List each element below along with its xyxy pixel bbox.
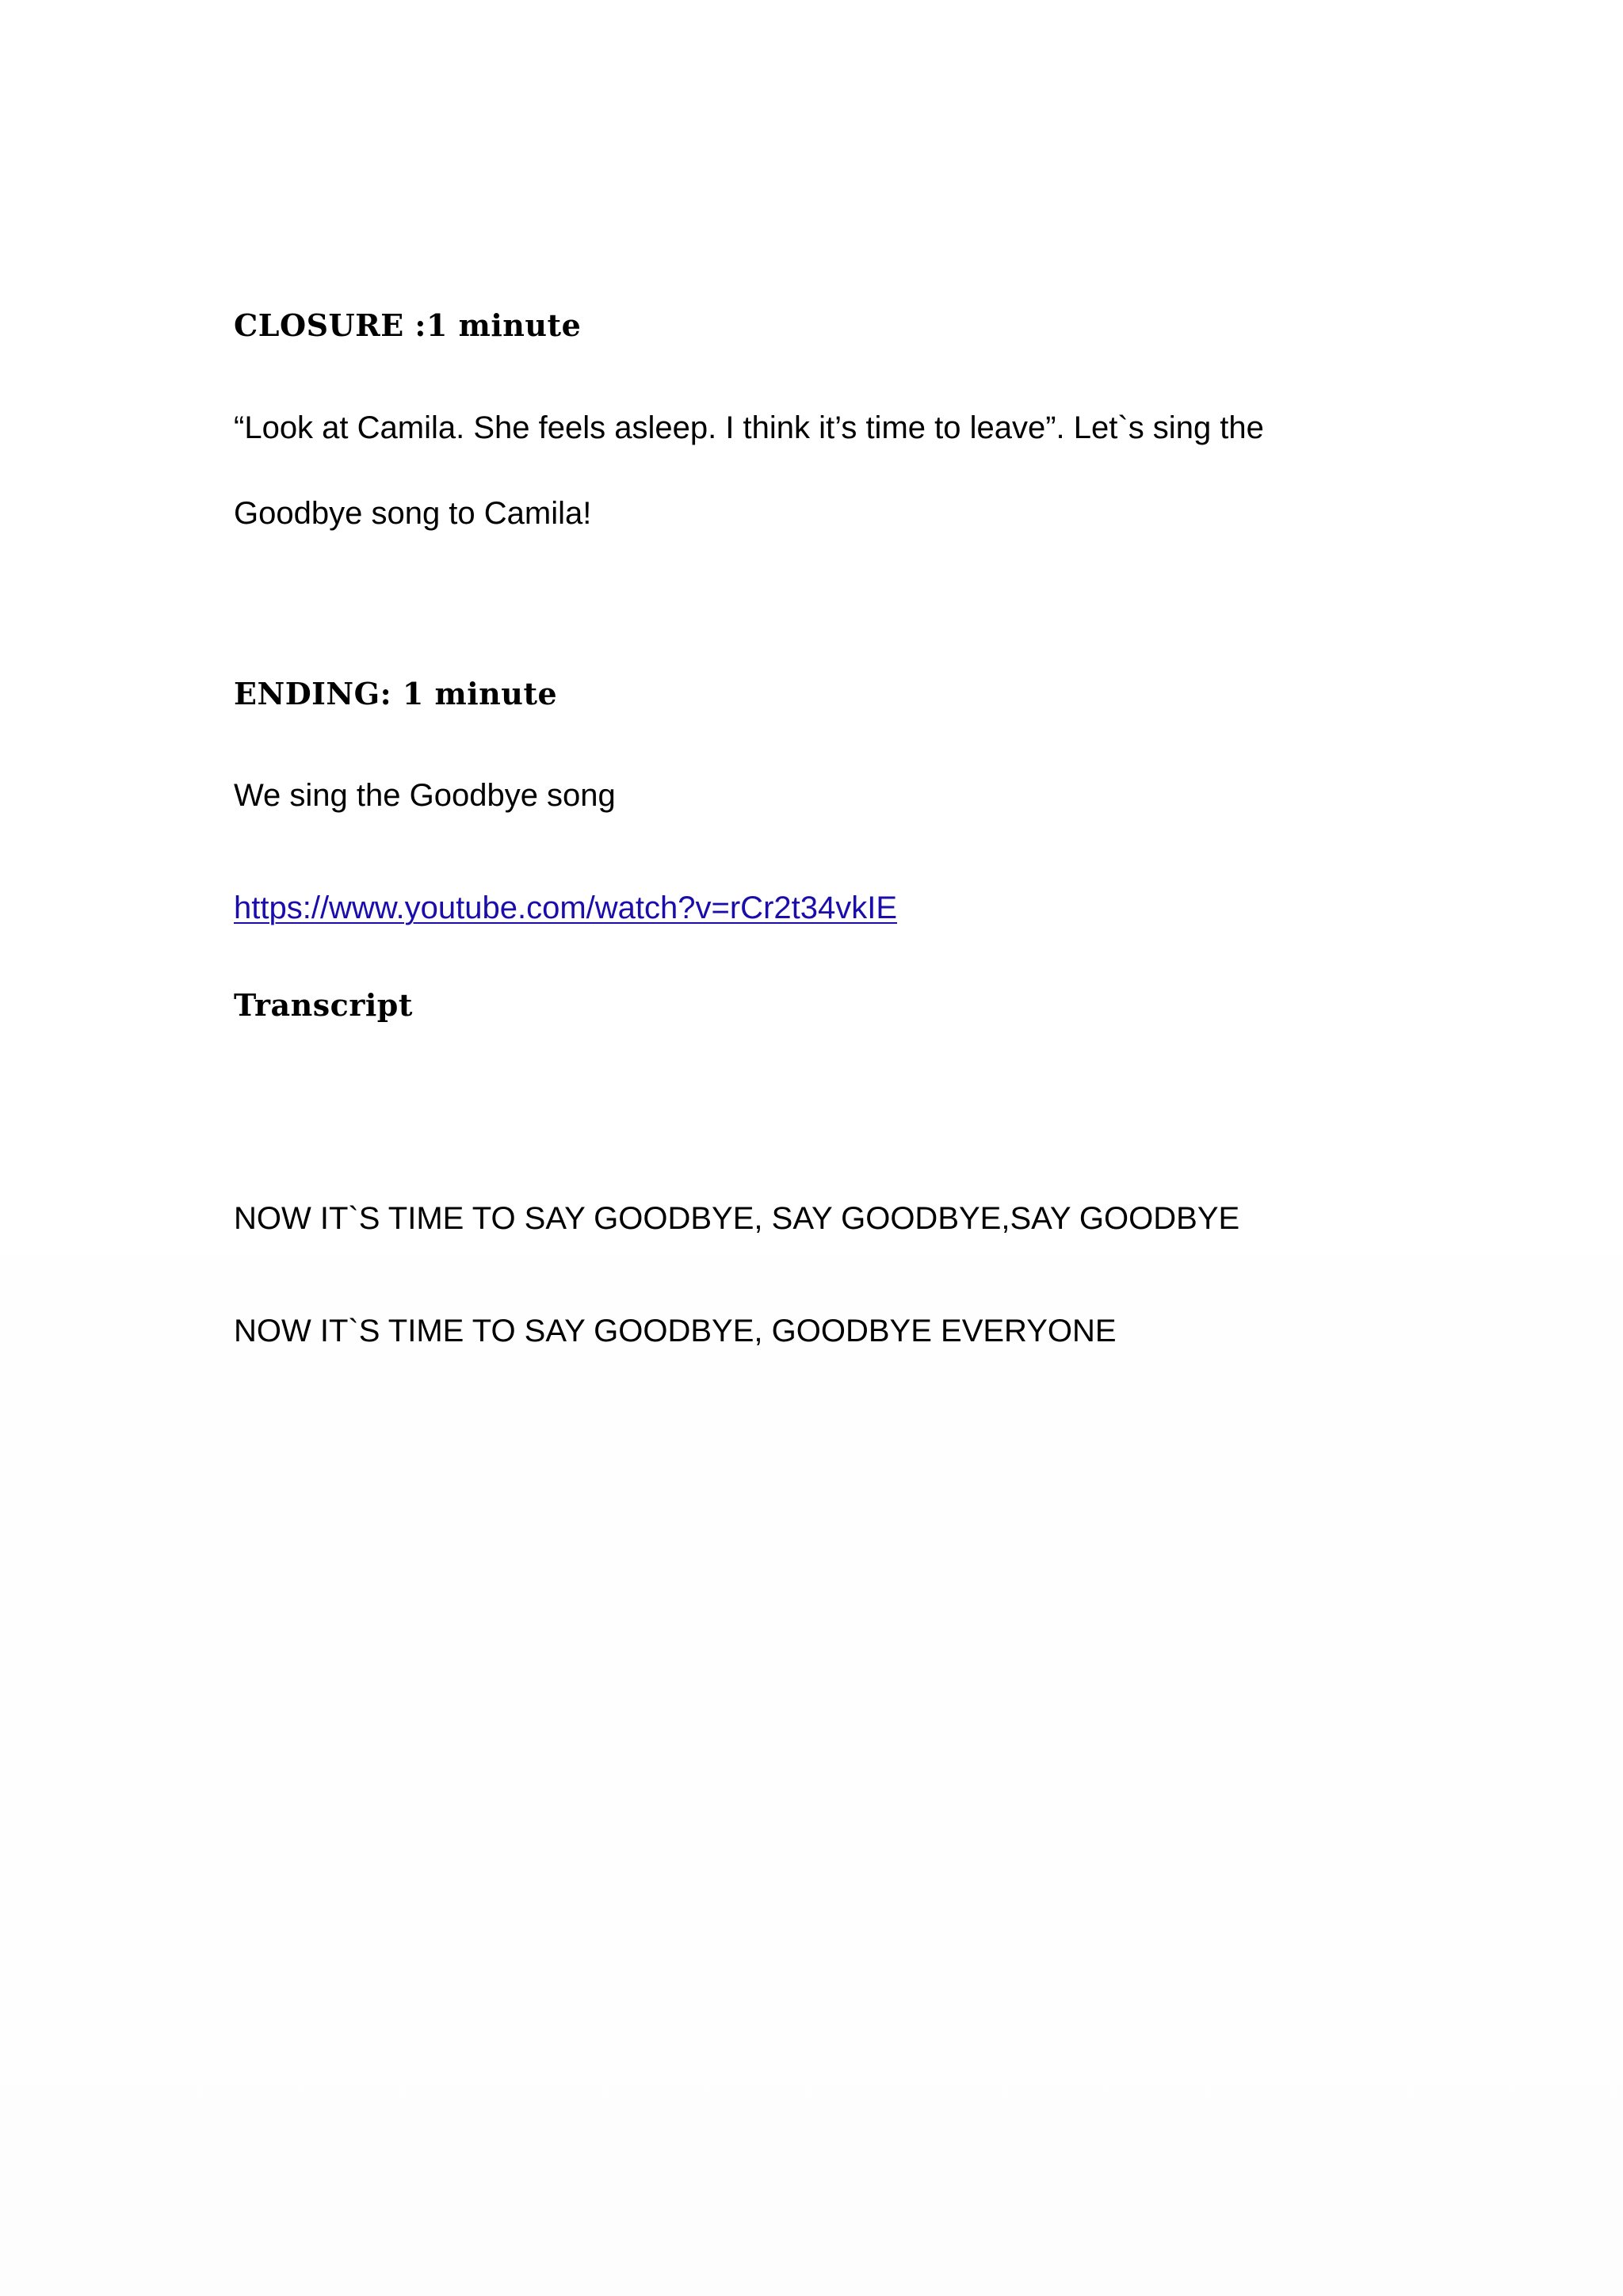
closure-paragraph-line-1: “Look at Camila. She feels asleep. I think it’s time to leave”. Let`s sing the	[234, 410, 1264, 445]
closure-heading: CLOSURE :1 minute	[234, 307, 582, 343]
closure-paragraph-line-2: Goodbye song to Camila!	[234, 496, 592, 531]
ending-heading: ENDING: 1 minute	[234, 676, 558, 711]
transcript-heading: Transcript	[234, 987, 413, 1023]
ending-paragraph: We sing the Goodbye song	[234, 778, 616, 813]
youtube-link[interactable]: https://www.youtube.com/watch?v=rCr2t34vkIE	[234, 891, 898, 925]
transcript-line-2: NOW IT`S TIME TO SAY GOODBYE, GOODBYE EVERYONE	[234, 1314, 1117, 1348]
transcript-line-1: NOW IT`S TIME TO SAY GOODBYE, SAY GOODBYE,SAY GOODBYE	[234, 1201, 1240, 1236]
